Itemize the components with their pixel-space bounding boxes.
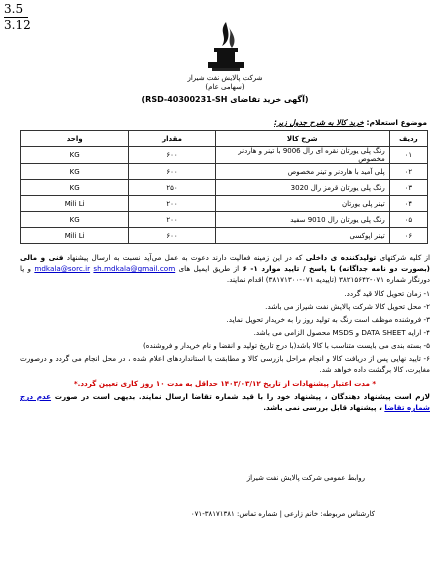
list-item: ۶- تایید نهایی پس از دریافت کالا و انجام مراحل بازرسی کالا و مطابقت با استانداردهای اعلام شده ، در محل انجام می گردد و درصورت مغایرت، کالا برگشت داده خواهد شد. — [20, 354, 430, 374]
row-unit: KG — [21, 212, 129, 228]
table-row — [21, 164, 428, 180]
row-quantity: ۲۰۰ — [129, 212, 215, 228]
table-row — [21, 196, 428, 212]
row-index: ۰۱ — [389, 147, 427, 164]
intro-text: و یا دورنگار شماره ۰۷۱-۳۸۲۱۵۶۴۲ (تاییدیه ۰۷۱-۳۸۱۷۱۳۰۰) اقدام نمایند. — [20, 264, 430, 284]
list-item: ۲- محل تحویل کالا شرکت پالایش نفت شیراز می باشد. — [265, 302, 430, 311]
table-row — [21, 180, 428, 196]
row-unit: KG — [21, 147, 129, 164]
list-item: ۵- بسته بندی می بایست متناسب با کالا باشد(با درج تاریخ تولید و انقضا و نام خریدار و فروشنده) — [142, 341, 430, 350]
body-text — [20, 252, 430, 413]
row-index: ۰۳ — [389, 180, 427, 196]
intro-bold-text: با پاسخ / تایید موارد ۱- ۶ — [242, 264, 336, 273]
company-name — [160, 74, 290, 92]
note-highlight: عدم درج شماره تقاضا — [20, 392, 430, 412]
email-link[interactable]: mdkala@sorc.ir — [34, 264, 91, 273]
row-description: رنگ پلی یورتان رال 9010 سفید — [215, 212, 389, 228]
signature: روابط عمومی شرکت پالایش نفت شیراز — [246, 474, 365, 482]
intro-text: که در این زمینه فعالیت دارند دعوت به عمل می‌آید نسبت به ارسال پیشنهاد — [66, 253, 303, 262]
row-description: پلی آمید با هاردنر و تینر مخصوص — [215, 164, 389, 180]
intro-bold-text: تولیدکننده ی داخلی — [305, 253, 377, 262]
validity-notice: * مدت اعتبار پیشنهادات از تاریخ ۱۴۰۳/۰۳/۱۲ حداقل به مدت ۱۰ روز کاری تعیین گردد.* — [73, 379, 377, 388]
row-quantity: ۲۰۰ — [129, 196, 215, 212]
note-text: ، پیشنهاد قابل بررسی نمی باشد. — [263, 403, 382, 412]
page-number-bottom: 3.12 — [4, 18, 31, 32]
contact-info: کارشناس مربوطه: خانم زارعی | شماره تماس: ۳۸۱۷۱۳۸۱-۰۷۱ — [190, 510, 375, 518]
col-header-unit: واحد — [21, 131, 129, 147]
page-number-top: 3.5 — [4, 2, 24, 16]
ad-title: (آگهی خرید تقاضای RSD-40300231-SH) — [141, 95, 309, 104]
table-row — [21, 212, 428, 228]
list-item: ۳- فروشنده موظف است رنگ به تولید روز را به خریدار تحویل نماید. — [226, 315, 430, 324]
col-header-qty: مقدار — [129, 131, 215, 147]
row-description: رنگ پلی یورتان نقره ای رال 9006 با تینر و هاردنر مخصوص — [215, 147, 389, 164]
col-header-idx: ردیف — [389, 131, 427, 147]
intro-text: از کلیه شرکتهای — [379, 253, 430, 262]
list-item: ۴- ارایه DATA SHEET و MSDS محصول الزامی می باشد. — [253, 328, 430, 337]
subject-line — [274, 118, 427, 127]
list-item: ۱- زمان تحویل کالا قید گردد. — [344, 289, 430, 298]
row-description: تینر اپوکسی — [215, 228, 389, 244]
requirements-list — [20, 288, 430, 375]
items-table — [20, 130, 428, 244]
company-name-line: شرکت پالایش نفت شیراز — [187, 74, 263, 82]
row-quantity: ۲۵۰ — [129, 180, 215, 196]
row-unit: Mili Li — [21, 228, 129, 244]
row-unit: KG — [21, 180, 129, 196]
col-header-desc: شرح کالا — [215, 131, 389, 147]
email-link[interactable]: sh.mdkala@gmail.com — [93, 264, 176, 273]
row-index: ۰۶ — [389, 228, 427, 244]
note-text: لازم است پیشنهاد دهندگان ، پیشنهاد خود را با قید شماره تقاضا ارسال نمایند. بدیهی است در صورت — [54, 392, 430, 401]
row-quantity: ۶۰۰ — [129, 164, 215, 180]
row-unit: KG — [21, 164, 129, 180]
subject-label: موضوع استعلام: — [366, 118, 427, 127]
row-quantity: ۶۰۰ — [129, 147, 215, 164]
row-index: ۰۵ — [389, 212, 427, 228]
intro-bold-text: فنی و مالی (بصورت دو نامه جداگانه) — [20, 253, 430, 273]
submission-note — [20, 391, 430, 413]
row-description: تینر پلی یورتان — [215, 196, 389, 212]
subject-value: خرید کالا به شرح جدول زیر: — [274, 118, 364, 127]
row-unit: Mili Li — [21, 196, 129, 212]
company-logo — [198, 18, 254, 74]
row-description: رنگ پلی یورتان قرمز رال 3020 — [215, 180, 389, 196]
table-row — [21, 147, 428, 164]
table-row — [21, 228, 428, 244]
intro-text: از طریق ایمیل های — [178, 264, 240, 273]
row-index: ۰۴ — [389, 196, 427, 212]
row-index: ۰۲ — [389, 164, 427, 180]
intro-paragraph — [20, 252, 430, 285]
row-quantity: ۶۰۰ — [129, 228, 215, 244]
table-header-row — [21, 131, 428, 147]
company-type-line: (سهامی عام) — [205, 83, 245, 91]
